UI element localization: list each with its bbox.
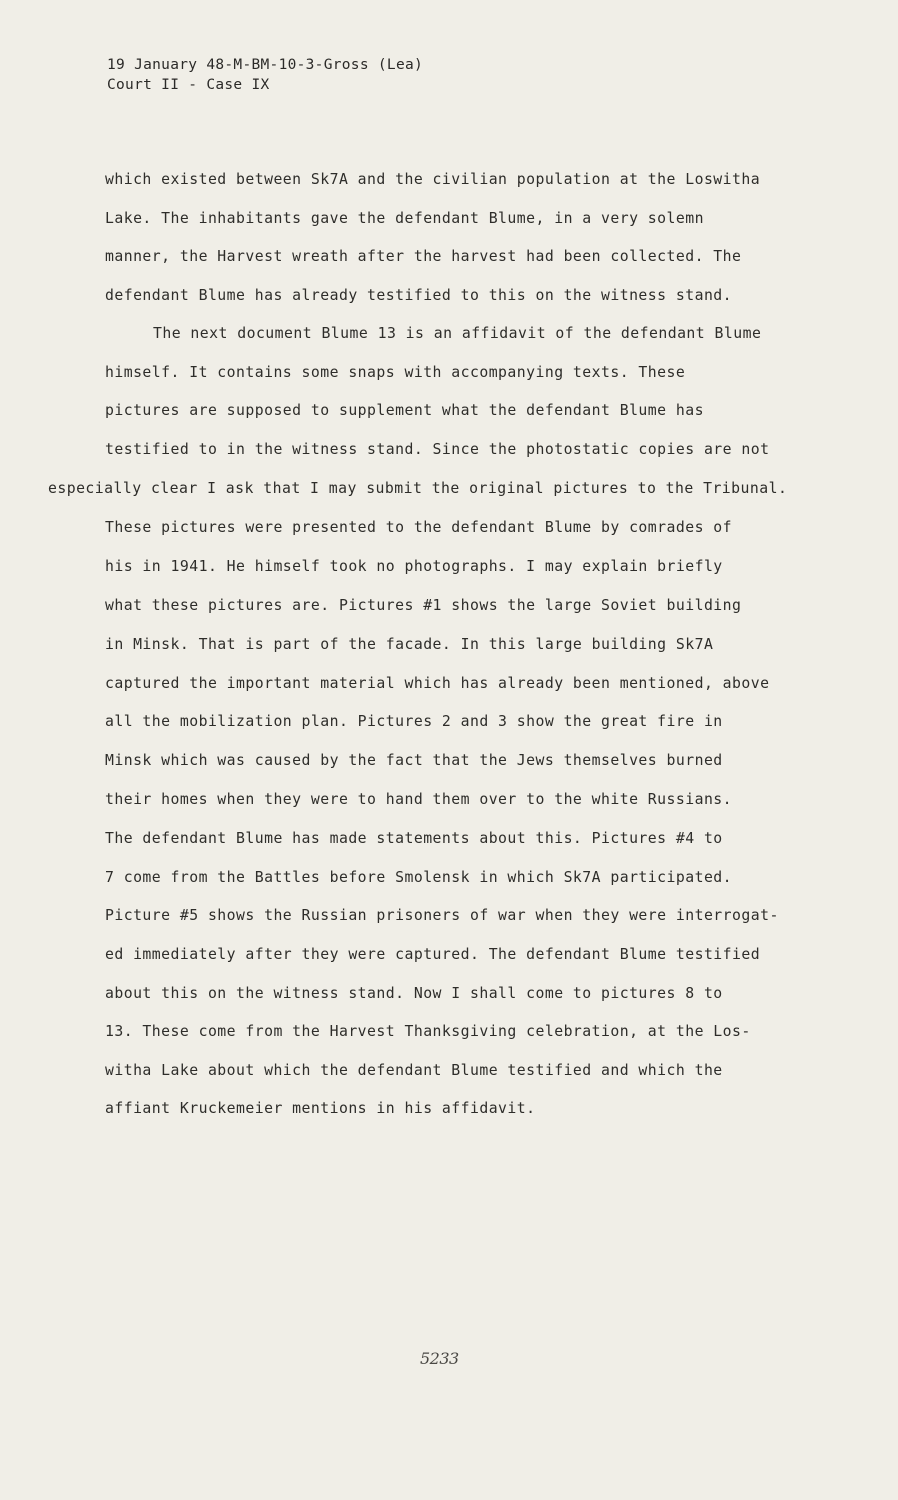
body-line: defendant Blume has already testified to this on the witness stand.: [105, 287, 733, 304]
body-line: manner, the Harvest wreath after the harvest had been collected. The: [105, 248, 742, 265]
body-line: The next document Blume 13 is an affidavit of the defendant Blume: [153, 325, 762, 342]
body-line: which existed between Sk7A and the civilian population at the Loswitha: [105, 171, 761, 188]
document-header: [107, 55, 423, 95]
body-line: The defendant Blume has made statements about this. Pictures #4 to: [105, 830, 723, 847]
body-line: pictures are supposed to supplement what the defendant Blume has: [105, 402, 704, 419]
body-line: himself. It contains some snaps with accompanying texts. These: [105, 364, 686, 381]
body-line: his in 1941. He himself took no photographs. I may explain briefly: [105, 558, 723, 575]
body-line: affiant Kruckemeier mentions in his affidavit.: [105, 1100, 536, 1117]
body-line: about this on the witness stand. Now I shall come to pictures 8 to: [105, 985, 723, 1002]
body-line: Picture #5 shows the Russian prisoners of war when they were interrogat-: [105, 907, 779, 924]
body-line: Lake. The inhabitants gave the defendant Blume, in a very solemn: [105, 210, 704, 227]
body-line: 13. These come from the Harvest Thanksgiving celebration, at the Los-: [105, 1023, 751, 1040]
body-line: 7 come from the Battles before Smolensk in which Sk7A participated.: [105, 869, 733, 886]
body-line: These pictures were presented to the defendant Blume by comrades of: [105, 519, 733, 536]
body-line: witha Lake about which the defendant Blume testified and which the: [105, 1062, 723, 1079]
body-line: Minsk which was caused by the fact that the Jews themselves burned: [105, 752, 723, 769]
body-line: especially clear I ask that I may submit the original pictures to the Tribunal.: [48, 480, 788, 497]
body-line: captured the important material which has already been mentioned, above: [105, 675, 770, 692]
body-line: testified to in the witness stand. Since the photostatic copies are not: [105, 441, 770, 458]
page-number: 5233: [420, 1349, 459, 1368]
header-reference: 19 January 48-M-BM-10-3-Gross (Lea): [107, 57, 424, 73]
body-line: what these pictures are. Pictures #1 shows the large Soviet building: [105, 597, 742, 614]
body-line: their homes when they were to hand them over to the white Russians.: [105, 791, 733, 808]
header-court-case: Court II - Case IX: [107, 77, 270, 93]
body-line: all the mobilization plan. Pictures 2 and 3 show the great fire in: [105, 713, 723, 730]
body-line: in Minsk. That is part of the facade. In this large building Sk7A: [105, 636, 714, 653]
body-line: ed immediately after they were captured. The defendant Blume testified: [105, 946, 761, 963]
